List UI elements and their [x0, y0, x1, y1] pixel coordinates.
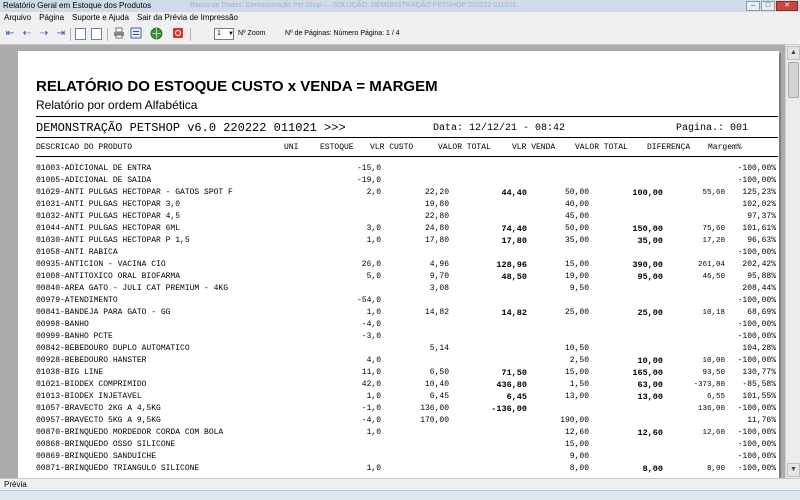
estoque-value: 2,0 [366, 188, 381, 197]
table-row [18, 211, 779, 223]
toolbar-separator [107, 28, 108, 41]
table-row [18, 367, 779, 379]
table-row [18, 463, 779, 475]
report-date: Data: 12/12/21 - 08:42 [433, 123, 566, 134]
table-row [18, 427, 779, 439]
table-row [18, 247, 779, 259]
margem-value: 97,37% [747, 212, 776, 221]
estoque-value: -3,0 [361, 332, 381, 341]
product-description: 00979-ATENDIMENTO [36, 296, 118, 305]
col-header-estoque: ESTOQUE [320, 143, 354, 152]
table-row [18, 355, 779, 367]
vlr-custo-value: 136,00 [420, 404, 449, 413]
valor-total-venda-value: 95,00 [637, 272, 663, 282]
product-description: 01008-ANTITOXICO ORAL BIOFARMA [36, 272, 181, 281]
vlr-venda-value: 25,00 [564, 308, 589, 317]
vlr-venda-value: 190,00 [560, 416, 589, 425]
valor-total-custo-value: 128,96 [496, 260, 527, 270]
company-name: DEMONSTRAÇÃO PETSHOP v6.0 220222 011021 >>> [36, 121, 346, 135]
printer-setup-icon[interactable] [130, 27, 142, 41]
product-description: 00868-BRINQUEDO OSSO SILICONE [36, 440, 176, 449]
product-description: 01029-ANTI PULGAS HECTOPAR - GATOS SPOT F [36, 188, 233, 197]
product-description: 00999-BANHO PCTE [36, 332, 113, 341]
menu-pagina[interactable]: Página [39, 13, 65, 22]
estoque-value: -1,0 [361, 404, 381, 413]
diferenca-value: -373,80 [693, 381, 725, 389]
vlr-venda-value: 12,60 [564, 428, 589, 437]
vlr-custo-value: 14,82 [424, 308, 449, 317]
vlr-venda-value: 19,00 [564, 272, 589, 281]
margem-value: 208,44% [742, 284, 776, 293]
estoque-value: -4,0 [361, 320, 381, 329]
valor-total-venda-value: 150,00 [632, 224, 663, 234]
table-row [18, 259, 779, 271]
product-description: 00935-ANTICION - VACINA CIO [36, 260, 166, 269]
valor-total-custo-value: 48,50 [501, 272, 527, 282]
vlr-venda-value: 45,00 [564, 212, 589, 221]
menu-bar [0, 12, 800, 24]
diferenca-value: 8,00 [706, 465, 725, 473]
col-header-margem: Margem% [708, 143, 742, 152]
vlr-custo-value: 4,96 [429, 260, 449, 269]
vlr-venda-value: 15,00 [564, 368, 589, 377]
report-rows [18, 163, 779, 475]
vlr-custo-value: 10,40 [424, 380, 449, 389]
diferenca-value: 6,55 [706, 393, 725, 401]
vlr-venda-value: 13,00 [564, 392, 589, 401]
margem-value: -100,00% [737, 176, 776, 185]
col-header-vlr-venda: VLR VENDA [512, 143, 556, 152]
estoque-value: 11,0 [361, 368, 381, 377]
scroll-up-icon[interactable]: ▲ [787, 46, 800, 60]
table-row [18, 343, 779, 355]
previous-page-icon[interactable]: ⇠ [22, 28, 32, 39]
product-description: 01038-BIG LINE [36, 368, 104, 377]
vlr-custo-value: 19,80 [424, 200, 449, 209]
valor-total-custo-value: 74,40 [501, 224, 527, 234]
estoque-value: 1,0 [366, 236, 381, 245]
margem-value: 104,28% [742, 344, 776, 353]
product-description: 00957-BRAVECTO 5KG A 9,5KG [36, 416, 161, 425]
table-row [18, 391, 779, 403]
scroll-thumb[interactable] [788, 62, 799, 98]
zoom-select[interactable]: 1 [214, 28, 234, 40]
menu-suporte-ajuda[interactable]: Suporte e Ajuda [72, 13, 129, 22]
divider [36, 116, 778, 117]
margem-value: -100,00% [737, 320, 776, 329]
page-count-label: Nº de Páginas: Número Página: 1 / 4 [285, 30, 400, 37]
last-page-icon[interactable]: ⇥ [56, 28, 66, 39]
table-row [18, 187, 779, 199]
next-page-icon[interactable]: ⇢ [39, 28, 49, 39]
toolbar [0, 24, 800, 45]
vlr-venda-value: 50,00 [564, 188, 589, 197]
toolbar-separator [70, 28, 71, 41]
diferenca-value: 10,00 [702, 357, 725, 365]
window-caption-faded: Banco de Dados: Demonstração Pet Shop — SOLUÇÃO: DEMONSTRAÇÃO PETSHOP 220222 011021 [190, 2, 517, 9]
maximize-button[interactable]: □ [761, 1, 775, 11]
table-row [18, 175, 779, 187]
toolbar-separator [190, 28, 191, 41]
valor-total-custo-value: 71,50 [501, 368, 527, 378]
product-description: 00928-BEBEDOURO HANSTER [36, 356, 147, 365]
divider [36, 137, 778, 138]
table-row [18, 319, 779, 331]
vlr-custo-value: 22,80 [424, 212, 449, 221]
zoom-label: Nº Zoom [238, 30, 266, 37]
table-row [18, 271, 779, 283]
table-row [18, 415, 779, 427]
product-description: 00869-BRINQUEDO SANDUICHE [36, 452, 157, 461]
report-page [18, 51, 779, 478]
product-description: 01030-ANTI PULGAS HECTOPAR P 1,5 [36, 236, 190, 245]
chevron-down-icon[interactable]: ▼ [228, 31, 234, 37]
margem-value: -100,00% [737, 356, 776, 365]
vlr-custo-value: 3,08 [429, 284, 449, 293]
vlr-venda-value: 15,00 [564, 260, 589, 269]
margem-value: 68,69% [747, 308, 776, 317]
valor-total-custo-value: 14,82 [501, 308, 527, 318]
table-row [18, 451, 779, 463]
valor-total-venda-value: 63,00 [637, 380, 663, 390]
estoque-value: -15,0 [356, 164, 381, 173]
vertical-scrollbar[interactable] [785, 45, 800, 478]
diferenca-value: 46,50 [702, 273, 725, 281]
estoque-value: 1,0 [366, 428, 381, 437]
estoque-value: -54,0 [356, 296, 381, 305]
table-row [18, 439, 779, 451]
preview-area[interactable] [0, 45, 785, 478]
vlr-custo-value: 22,20 [424, 188, 449, 197]
scroll-down-icon[interactable]: ▼ [787, 463, 800, 477]
product-description: 01013-BIODEX INJETAVEL [36, 392, 142, 401]
product-description: 00871-BRINQUEDO TRIANGULO SILICONE [36, 464, 200, 473]
margem-value: 125,23% [742, 188, 776, 197]
product-description: 00998-BANHO [36, 320, 89, 329]
margem-value: -100,00% [737, 248, 776, 257]
vlr-custo-value: 17,80 [424, 236, 449, 245]
table-row [18, 199, 779, 211]
table-row [18, 379, 779, 391]
col-header-diferenca: DIFERENÇA [647, 143, 691, 152]
margem-value: -100,00% [737, 404, 776, 413]
product-description: 01003-ADICIONAL DE ENTRA [36, 164, 152, 173]
diferenca-value: 10,18 [702, 309, 725, 317]
status-bar: Prévia [0, 478, 800, 490]
diferenca-value: 55,60 [702, 189, 725, 197]
vlr-venda-value: 9,00 [569, 452, 589, 461]
valor-total-venda-value: 12,60 [637, 428, 663, 438]
divider [36, 156, 778, 157]
valor-total-custo-value: 17,80 [501, 236, 527, 246]
vlr-venda-value: 15,00 [564, 440, 589, 449]
export-globe-icon[interactable] [150, 27, 163, 41]
vlr-custo-value: 5,14 [429, 344, 449, 353]
diferenca-value: 93,50 [702, 369, 725, 377]
estoque-value: 3,0 [366, 224, 381, 233]
close-preview-icon[interactable] [172, 27, 184, 41]
product-description: 01021-BIODEX COMPRIMIDO [36, 380, 147, 389]
valor-total-venda-value: 13,00 [637, 392, 663, 402]
margem-value: -100,00% [737, 440, 776, 449]
product-description: 01057-BRAVECTO 2KG A 4,5KG [36, 404, 161, 413]
col-header-uni: UNI [284, 143, 299, 152]
margem-value: -85,58% [742, 380, 776, 389]
estoque-value: 1,0 [366, 308, 381, 317]
vlr-venda-value: 2,50 [569, 356, 589, 365]
margem-value: 96,63% [747, 236, 776, 245]
product-description: 00870-BRINQUEDO MORDEDOR CORDA COM BOLA [36, 428, 224, 437]
window-controls [746, 1, 798, 11]
valor-total-venda-value: 35,00 [637, 236, 663, 246]
title-bar [0, 0, 800, 12]
close-button[interactable]: ✕ [776, 1, 798, 11]
vlr-venda-value: 9,50 [569, 284, 589, 293]
estoque-value: -19,0 [356, 176, 381, 185]
table-row [18, 163, 779, 175]
estoque-value: -4,0 [361, 416, 381, 425]
vlr-venda-value: 40,00 [564, 200, 589, 209]
margem-value: 202,42% [742, 260, 776, 269]
product-description: 00840-AREA GATO - JULI CAT PREMIUM - 4KG [36, 284, 229, 293]
vlr-custo-value: 170,00 [420, 416, 449, 425]
table-row [18, 307, 779, 319]
diferenca-value: 136,00 [697, 405, 725, 413]
margem-value: 11,76% [747, 416, 776, 425]
valor-total-custo-value: 436,80 [496, 380, 527, 390]
table-row [18, 331, 779, 343]
diferenca-value: 12,60 [702, 429, 725, 437]
table-row [18, 235, 779, 247]
margem-value: -100,00% [737, 332, 776, 341]
valor-total-venda-value: 8,00 [642, 464, 663, 474]
margem-value: -100,00% [737, 464, 776, 473]
table-row [18, 295, 779, 307]
vlr-venda-value: 35,00 [564, 236, 589, 245]
col-header-vlr-custo: VLR CUSTO [370, 143, 414, 152]
margem-value: 95,88% [747, 272, 776, 281]
margem-value: -100,00% [737, 452, 776, 461]
product-description: 01031-ANTI PULGAS HECTOPAR 3,0 [36, 200, 181, 209]
minimize-button[interactable]: – [746, 1, 760, 11]
margem-value: -100,00% [737, 164, 776, 173]
margem-value: -100,00% [737, 428, 776, 437]
product-description: 00842-BEBEDOURO DUPLO AUTOMATICO [36, 344, 190, 353]
col-header-descricao: DESCRICAO DO PRODUTO [36, 143, 133, 152]
vlr-venda-value: 50,00 [564, 224, 589, 233]
page-single-icon[interactable] [75, 28, 86, 40]
menu-arquivo[interactable]: Arquivo [4, 13, 32, 22]
report-subtitle: Relatório por ordem Alfabética [36, 98, 198, 112]
estoque-value: 4,0 [366, 356, 381, 365]
print-icon[interactable] [113, 27, 125, 41]
product-description: 01058-ANTI RABICA [36, 248, 118, 257]
estoque-value: 1,0 [366, 392, 381, 401]
menu-sair-previa[interactable]: Sair da Prévia de Impressão [136, 13, 238, 22]
vlr-custo-value: 24,80 [424, 224, 449, 233]
valor-total-custo-value: -136,00 [491, 404, 527, 414]
col-header-valor-total-venda: VALOR TOTAL [575, 143, 628, 152]
valor-total-custo-value: 44,40 [501, 188, 527, 198]
valor-total-venda-value: 390,00 [632, 260, 663, 270]
estoque-value: 42,0 [361, 380, 381, 389]
valor-total-venda-value: 100,00 [632, 188, 663, 198]
valor-total-venda-value: 25,00 [637, 308, 663, 318]
product-description: 00841-BANDEJA PARA GATO - GG [36, 308, 171, 317]
diferenca-value: 261,04 [697, 261, 725, 269]
diferenca-value: 17,20 [702, 237, 725, 245]
report-page-number: Pagina.: 001 [676, 123, 749, 134]
valor-total-custo-value: 6,45 [506, 392, 527, 402]
table-row [18, 403, 779, 415]
table-row [18, 283, 779, 295]
table-row [18, 223, 779, 235]
report-title: RELATÓRIO DO ESTOQUE CUSTO x VENDA = MARGEM [36, 78, 438, 95]
taskbar-strip [0, 490, 800, 500]
estoque-value: 1,0 [366, 464, 381, 473]
valor-total-venda-value: 10,00 [637, 356, 663, 366]
product-description: 01044-ANTI PULGAS HECTOPAR 6ML [36, 224, 181, 233]
first-page-icon[interactable]: ⇤ [5, 28, 15, 39]
vlr-custo-value: 6,45 [429, 392, 449, 401]
estoque-value: 5,0 [366, 272, 381, 281]
margem-value: -100,00% [737, 296, 776, 305]
estoque-value: 26,0 [361, 260, 381, 269]
page-double-icon[interactable] [91, 28, 102, 40]
vlr-custo-value: 9,70 [429, 272, 449, 281]
window-title: Relatório Geral em Estoque dos Produtos [3, 1, 152, 10]
diferenca-value: 75,60 [702, 225, 725, 233]
valor-total-venda-value: 165,00 [632, 368, 663, 378]
margem-value: 101,55% [742, 392, 776, 401]
vlr-venda-value: 10,50 [564, 344, 589, 353]
vlr-venda-value: 1,50 [569, 380, 589, 389]
vlr-venda-value: 8,00 [569, 464, 589, 473]
margem-value: 130,77% [742, 368, 776, 377]
margem-value: 101,61% [742, 224, 776, 233]
margem-value: 102,02% [742, 200, 776, 209]
product-description: 01032-ANTI PULGAS HECTOPAR 4,5 [36, 212, 181, 221]
product-description: 01005-ADICIONAL DE SAIDA [36, 176, 152, 185]
col-header-valor-total: VALOR TOTAL [438, 143, 491, 152]
vlr-custo-value: 6,50 [429, 368, 449, 377]
